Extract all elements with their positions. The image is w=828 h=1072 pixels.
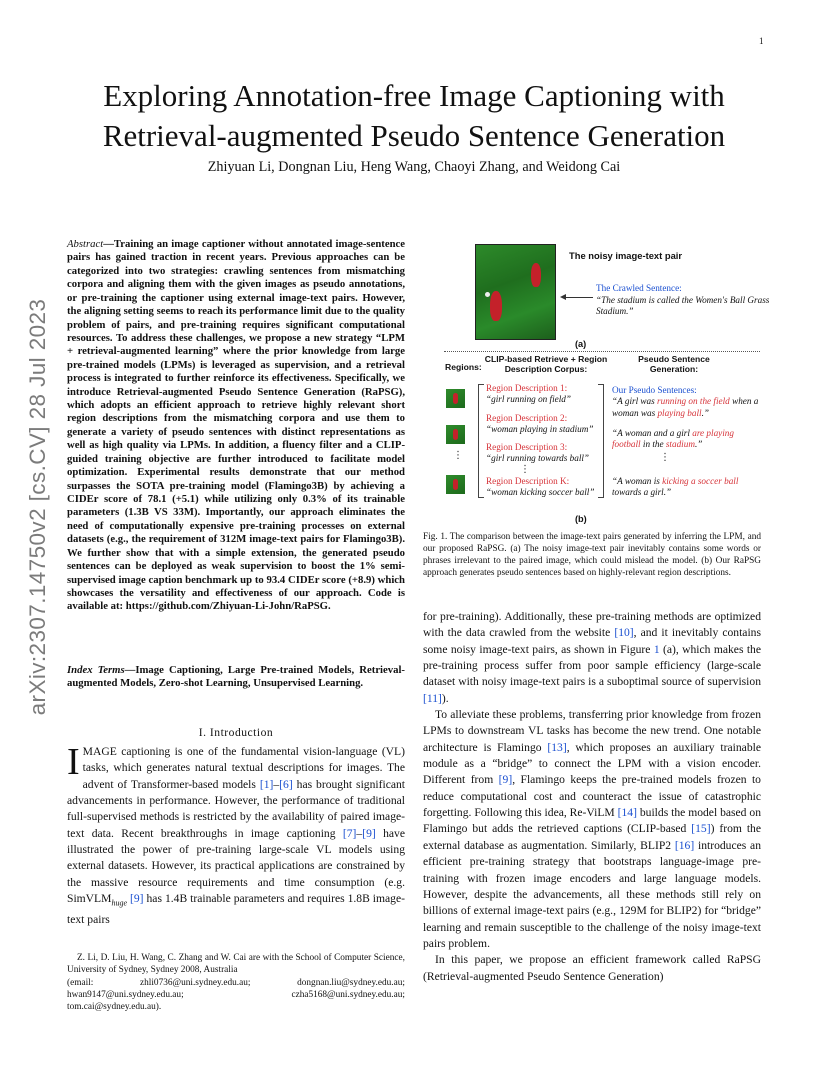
highlight-phrase: playing ball <box>657 407 702 418</box>
drop-cap: I <box>67 741 80 783</box>
body-text: , Flamingo keeps the pre-trained models frozen to reduce computational cost and counteract the issue of catastrophic forgetting. Following this idea, Re-ViLM <box>423 773 761 820</box>
body-text: for pre-training). Additionally, these pre-training methods are optimized with the data crawled from the website <box>423 610 761 640</box>
abstract-label: Abstract <box>67 238 104 250</box>
intro-text: has 1.4B trainable parameters and requires 1.8B image-text pairs <box>67 892 405 926</box>
intro-text: have illustrated the power of pre-training large-scale VL models using external datasets. However, its practical applications are constrained by the massive resource requirements and time consumption (e.g. SimVLM <box>67 826 405 906</box>
intro-text: – <box>273 777 280 791</box>
left-bracket <box>478 384 484 498</box>
footnote-email-label: (email: <box>67 977 94 988</box>
citation-link[interactable]: [9] <box>130 892 144 906</box>
intro-text: – <box>356 826 363 840</box>
index-terms-text: —Image Captioning, Large Pre-trained Models, Retrieval-augmented Models, Zero-shot Learning, Unsupervised Learning. <box>67 664 405 690</box>
arrow-line <box>563 297 593 298</box>
pseudo-sentence <box>612 428 762 451</box>
paper-title: Exploring Annotation-free Image Captioning with Retrieval-augmented Pseudo Sentence Generation <box>102 78 726 153</box>
citation-link[interactable]: [11] <box>423 691 442 705</box>
crawled-text: “The stadium is called the Women's Ball Grass Stadium.” <box>596 294 770 317</box>
crawled-heading: The Crawled Sentence: <box>596 283 682 293</box>
region-description-heading: Region Description 2: <box>486 413 568 423</box>
citation-link[interactable]: [7] <box>342 826 357 840</box>
sentence-text: .” <box>701 407 710 418</box>
body-paragraph <box>423 609 761 707</box>
sentence-text: when a woman was <box>612 396 759 418</box>
region-description-heading: Region Description K: <box>486 476 570 486</box>
generated-heading: Our Pseudo Sentences: <box>612 385 697 395</box>
subfigure-label-b: (b) <box>575 514 587 524</box>
region-description-text: “girl running on field” <box>486 394 571 405</box>
pseudo-generation-header: Pseudo Sentence Generation: <box>638 354 710 375</box>
body-text: , which proposes an auxiliary trainable module as a “bridge” to connect the LPM with a vision encoder. Different from <box>423 740 761 787</box>
sentence-text: “A woman is <box>612 476 663 486</box>
email-link[interactable]: tom.cai@sydney.edu.au). <box>67 1002 162 1013</box>
sentence-text: .” <box>694 439 703 450</box>
arrow-left-icon <box>560 294 566 300</box>
player-figure <box>490 291 502 321</box>
highlight-phrase: are playing football <box>612 428 734 450</box>
footnote-emails-row <box>67 989 405 1001</box>
figure-reference-link[interactable]: 1 <box>653 642 660 656</box>
ball-icon <box>485 292 490 297</box>
right-column-text <box>423 609 761 985</box>
subfigure-label-a: (a) <box>575 339 587 349</box>
pseudo-sentence <box>612 396 758 417</box>
vertical-ellipsis: ⋮ <box>660 452 670 463</box>
pseudo-sentence <box>612 476 762 499</box>
crawled-sentence <box>596 283 776 318</box>
body-text: (a), which makes the pre-training process suffer from poor sample efficiency (large-scale dataset with noisy image-text pairs is a suboptimal source of supervision <box>423 642 762 689</box>
abstract <box>67 238 405 614</box>
citation-link[interactable]: [14] <box>617 806 637 820</box>
vertical-ellipsis: ⋮ <box>520 464 530 475</box>
email-link[interactable]: dongnan.liu@sydney.edu.au; <box>297 977 405 988</box>
email-link[interactable]: zhli0736@uni.sydney.edu.au; <box>139 977 251 988</box>
body-text: , and it inevitably contains some noisy image-text pairs, as shown in Figure <box>423 626 761 656</box>
region-description <box>486 442 598 465</box>
body-text: ) from the external database as augmentation. Similarly, BLIP2 <box>423 822 761 852</box>
index-terms <box>67 664 405 691</box>
region-thumbnail <box>446 425 465 444</box>
region-thumbnail <box>446 475 465 494</box>
region-description-text: “woman playing in stadium” <box>486 424 594 435</box>
citation-link[interactable]: [13] <box>547 740 567 754</box>
page-number: 1 <box>759 36 764 46</box>
generated-sentences <box>612 385 762 419</box>
vertical-ellipsis: ⋮ <box>453 450 463 461</box>
player-figure <box>531 263 541 287</box>
email-link[interactable]: czha5168@uni.sydney.edu.au; <box>291 989 405 1000</box>
body-paragraph <box>423 707 761 952</box>
intro-text: MAGE captioning is one of the fundamental vision-language (VL) tasks, which generates natural textual descriptions for images. The advent of Transformer-based models <box>82 745 405 791</box>
footnote-affiliation: Z. Li, D. Liu, H. Wang, C. Zhang and W. Cai are with the School of Computer Science, University of Sydney, Sydney 2008, Australia <box>67 953 405 976</box>
region-description-heading: Region Description 1: <box>486 383 568 393</box>
sentence-text: “A girl was <box>612 396 658 407</box>
region-description-heading: Region Description 3: <box>486 442 568 452</box>
author-list: Zhiyuan Li, Dongnan Liu, Heng Wang, Chaoyi Zhang, and Weidong Cai <box>207 159 621 175</box>
introduction-paragraph <box>67 741 405 928</box>
citation-link[interactable]: [9] <box>362 826 376 840</box>
abstract-text: —Training an image captioner without annotated image-sentence pairs has gained traction in recent years. Previous approaches can be categorized into two strategies: crawling sentences from mismatching corpora and aligning them with the given images as pseudo annotations, or pre-training the captioner using external image-text pairs. However, the aligning setting seems to reach its performance limit due to the quality problem of pairs, and pre-training requires significant computational resources. To address these challenges, we propose a new strategy “LPM + retrieval-augmented learning” where the prior knowledge from large pre-trained models (LPMs) is leveraged as supervision, and a retrieval process is integrated to further reinforce its effectiveness. Specifically, we introduce Retrieval-augmented Pseudo Sentence Generation (RaPSG), which adopts an efficient approach to retrieve highly relevant short region descriptions from the mismatching corpora and use them to generate a variety of pseudo sentences with distinct representations as well as high quality via LPMs. In addition, a fluency filter and a CLIP-guided training objective are further introduced to facilitate model optimization. Experimental results demonstrate that our method surpasses the SOTA pre-training model (Flamingo3B) by achieving a CIDEr score of 78.1 (+5.1) while utilizing only 0.3% of its trainable parameters (1.3B VS 33M). Importantly, our approach eliminates the need of computationally expensive pre-training processes on external datasets (e.g., the requirement of 312M image-text pairs for Flamingo3B). We further show that with a simple extension, the generated pseudo sentences can be deployed as weak supervision to boost the 1% semi-supervised image caption benchmark up to 93.4 CIDEr score (+8.9) which showcases the versatility and effectiveness of our approach. Code is available at: https://github.com/Zhiyuan-Li-John/RaPSG. <box>67 238 405 613</box>
section-heading: I. Introduction <box>198 726 274 739</box>
citation-link[interactable]: [10] <box>614 626 634 640</box>
region-description-text: “girl running towards ball” <box>486 453 590 464</box>
highlight-phrase: running on the field <box>657 396 730 407</box>
highlight-phrase: kicking a soccer ball <box>662 476 739 486</box>
region-thumbnail <box>446 389 465 408</box>
dotted-divider <box>444 351 760 352</box>
subscript: huge <box>111 898 128 908</box>
email-link[interactable]: hwan9147@uni.sydney.edu.au; <box>67 989 184 1000</box>
figure-pair-title: The noisy image-text pair <box>569 250 683 261</box>
affiliation-footnote <box>67 952 405 1013</box>
region-description-text: “woman kicking soccer ball” <box>486 487 595 498</box>
citation-link[interactable]: [9] <box>498 773 513 787</box>
intro-text: has brought significant advancements in performance. However, the performance of traditional full-supervised methods is restricted by the availability of paired image-text data. Recent breakthroughs in image captioning <box>67 777 405 840</box>
region-description <box>486 383 598 406</box>
region-description <box>486 413 598 436</box>
regions-label: Regions: <box>445 362 482 372</box>
body-text: To alleviate these problems, transferring prior knowledge from frozen LPMs to downstream VL tasks has become the new trend. One notable architecture is Flamingo <box>423 708 761 754</box>
citation-link[interactable]: [16] <box>674 838 695 852</box>
sentence-text: in the <box>640 439 666 450</box>
citation-link[interactable]: [1] <box>259 777 274 791</box>
footnote-emails-row <box>67 977 405 989</box>
figure-caption: Fig. 1. The comparison between the image-text pairs generated by inferring the LPM, and our proposed RaPSG. (a) The noisy image-text pair inevitably contains some words or phrases irrelevant to the paired image, which could mislead the model. (b) Our RaPSG approach generates pseudo sentences based on highly-relevant region descriptions. <box>423 532 761 578</box>
region-description <box>486 476 598 499</box>
clip-retrieve-header: CLIP-based Retrieve + Region Description Corpus: <box>484 354 608 375</box>
body-text: introduces an efficient pre-training strategy that bootstraps language-image pre-training with frozen image encoders and large language models. However, despite the advancements, all these methods still rely on billions of external image-text pairs (e.g., 129M for BLIP2) for “bridge” learning and remain susceptible to the challenge of the noisy image-text pairs problem. <box>423 838 761 950</box>
citation-link[interactable]: [6] <box>279 777 293 791</box>
right-bracket <box>598 384 604 498</box>
highlight-phrase: stadium <box>665 439 695 450</box>
soccer-photo <box>475 244 556 340</box>
citation-link[interactable]: [15] <box>691 822 711 836</box>
index-terms-label: Index Terms <box>67 664 125 676</box>
body-text: builds the model based on Flamingo but adds the retrieved captions (CLIP-based <box>423 806 761 836</box>
body-text: ). <box>441 691 449 705</box>
arxiv-identifier[interactable]: arXiv:2307.14750v2 [cs.CV] 28 Jul 2023 <box>25 298 50 716</box>
body-paragraph: In this paper, we propose an efficient framework called RaPSG (Retrieval-augmented Pseudo Sentence Generation) <box>423 953 761 983</box>
sentence-text: towards a girl.” <box>612 487 672 498</box>
sentence-text: “A woman and a girl <box>612 428 693 438</box>
